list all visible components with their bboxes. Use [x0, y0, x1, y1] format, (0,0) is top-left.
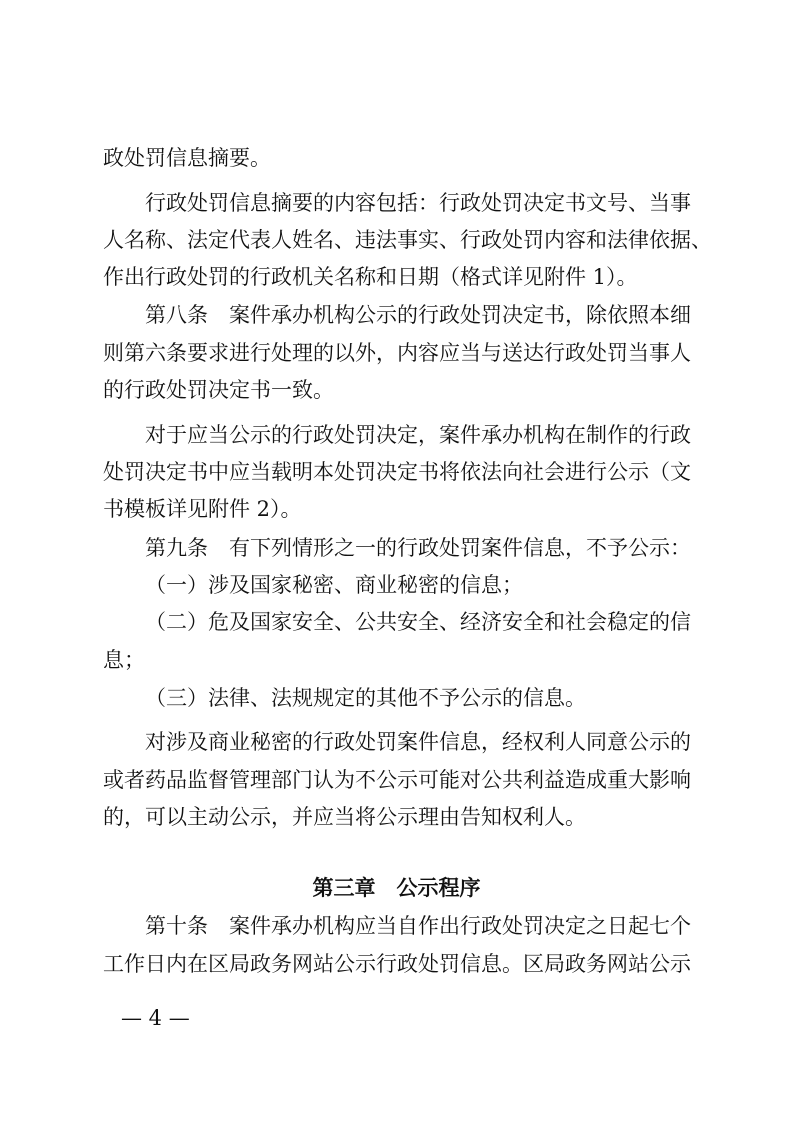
- text-line: （一）涉及国家秘密、商业秘密的信息；: [145, 573, 523, 597]
- text-line: 第十条 案件承办机构应当自作出行政处罚决定之日起七个: [145, 914, 691, 938]
- text-line: （三）法律、法规规定的其他不予公示的信息。: [145, 686, 586, 710]
- chapter-heading: 第三章 公示程序: [312, 876, 481, 900]
- text-line: 书模板详见附件 2）。: [103, 497, 302, 521]
- text-line: 工作日内在区局政务网站公示行政处罚信息。区局政务网站公示: [103, 952, 691, 976]
- text-line: 处罚决定书中应当载明本处罚决定书将依法向社会进行公示（文: [103, 460, 691, 484]
- text-line: 第八条 案件承办机构公示的行政处罚决定书，除依照本细: [145, 303, 691, 327]
- text-line: 作出行政处罚的行政机关名称和日期（格式详见附件 1）。: [103, 265, 638, 289]
- text-line: 人名称、法定代表人姓名、违法事实、行政处罚内容和法律依据、: [103, 228, 712, 252]
- text-line: 第九条 有下列情形之一的行政处罚案件信息，不予公示：: [145, 536, 691, 560]
- text-line: 对涉及商业秘密的行政处罚案件信息，经权利人同意公示的: [145, 730, 691, 754]
- text-line: 或者药品监督管理部门认为不公示可能对公共利益造成重大影响: [103, 768, 691, 792]
- text-line: （二）危及国家安全、公共安全、经济安全和社会稳定的信: [145, 610, 691, 634]
- text-line: 则第六条要求进行处理的以外，内容应当与送达行政处罚当事人: [103, 341, 691, 365]
- page-number: — 4 —: [121, 1006, 190, 1030]
- text-line: 对于应当公示的行政处罚决定，案件承办机构在制作的行政: [145, 423, 691, 447]
- text-line: 政处罚信息摘要。: [103, 146, 271, 170]
- text-line: 的，可以主动公示，并应当将公示理由告知权利人。: [103, 805, 586, 829]
- text-line: 行政处罚信息摘要的内容包括：行政处罚决定书文号、当事: [145, 191, 691, 215]
- text-line: 息；: [103, 648, 145, 672]
- text-line: 的行政处罚决定书一致。: [103, 378, 334, 402]
